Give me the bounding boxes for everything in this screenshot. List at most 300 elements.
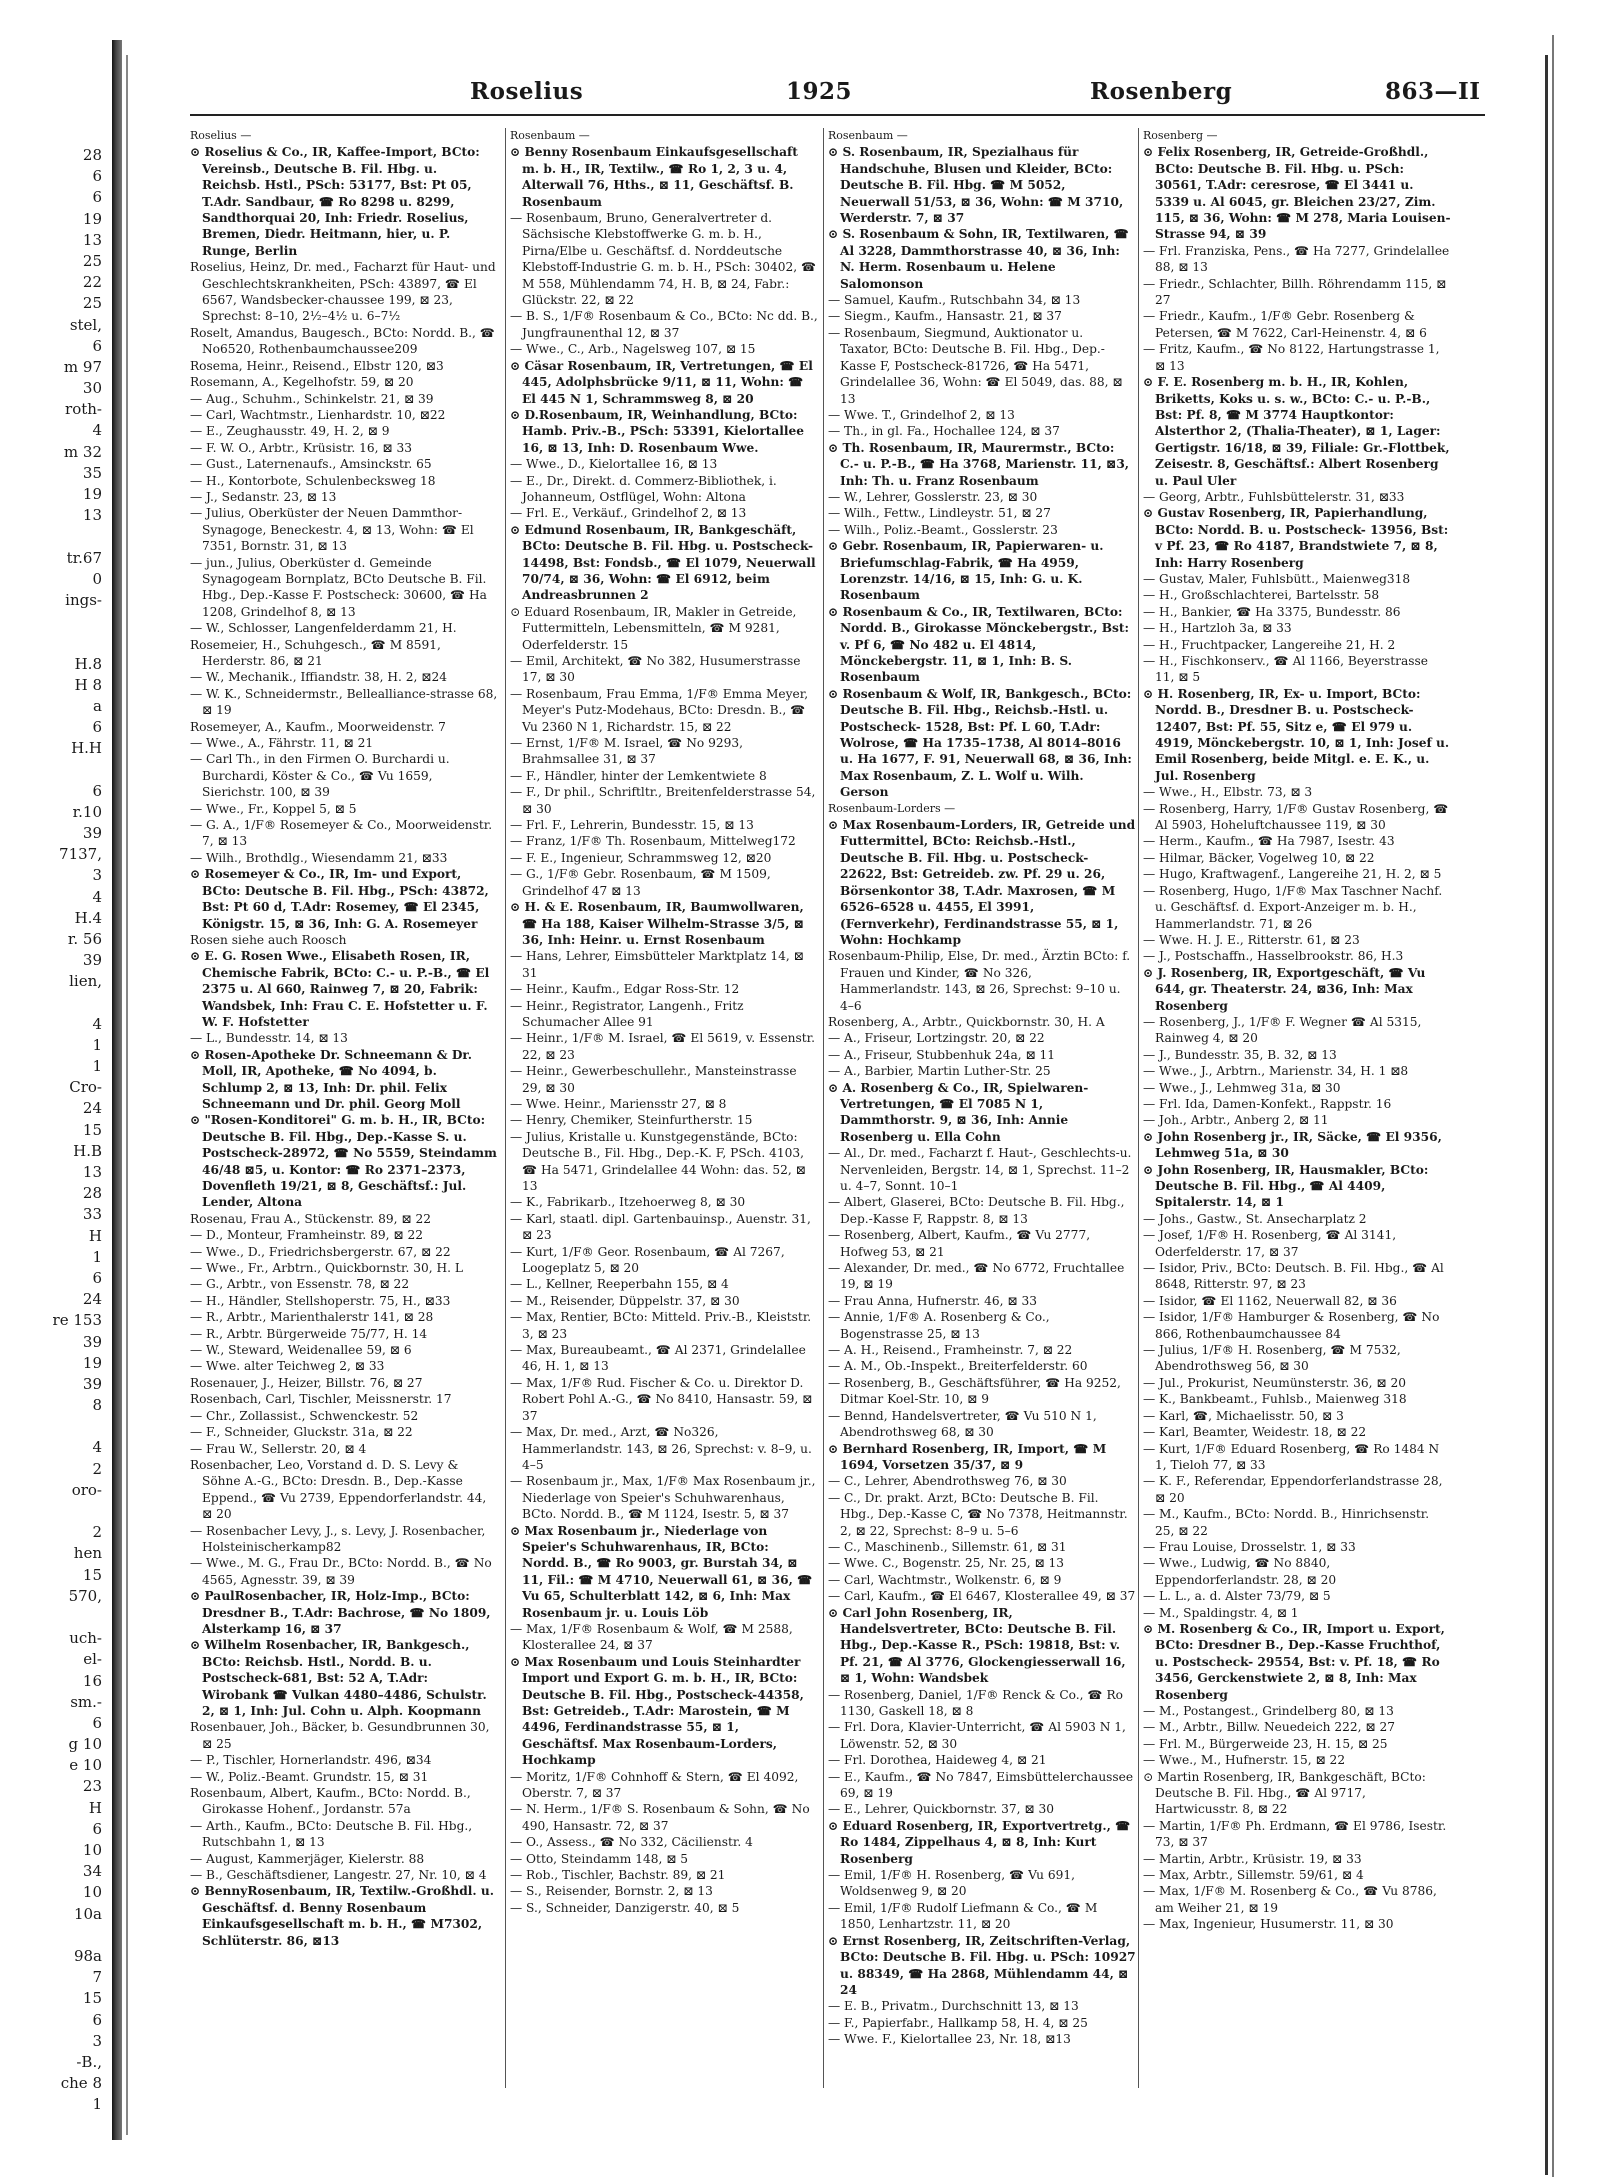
directory-entry: — Max, Bureaubeamt., ☎ Al 2371, Grindelallee 46, H. 1, ⊠ 13 bbox=[510, 1343, 806, 1374]
directory-entry: — Frl. E., Verkäuf., Grindelhof 2, ⊠ 13 bbox=[510, 506, 747, 521]
directory-entry: — Wilh., Brothdlg., Wiesendamm 21, ⊠33 bbox=[190, 850, 448, 865]
directory-entry: — Wwe. H. J. E., Ritterstr. 61, ⊠ 23 bbox=[1143, 932, 1360, 947]
fragment-line: 10 bbox=[82, 1841, 102, 1859]
directory-entry: — K., Fabrikarb., Itzehoerweg 8, ⊠ 30 bbox=[510, 1195, 746, 1210]
fragment-line: 1 bbox=[92, 1057, 102, 1076]
directory-entry: — Th., in gl. Fa., Hochallee 124, ⊠ 37 bbox=[828, 424, 1060, 439]
fragment-line: 7 bbox=[92, 1968, 102, 1987]
fragment-line: 15 bbox=[82, 1989, 102, 2008]
directory-column-4 bbox=[1143, 128, 1451, 2128]
fragment-line: 6 bbox=[92, 1819, 102, 1838]
directory-entry: — Wwe. T., Grindelhof 2, ⊠ 13 bbox=[828, 407, 1015, 422]
directory-entry: ⊙ Max Rosenbaum-Lorders, IR, Getreide und Futtermittel, BCto: Reichsb.-Hstl., Deutsche B. Fil. Hbg. u. Postscheck- 22622, Bst: Getreideb. zw. Pf. 29 u. 26, Börsenkontor 38, T.Adr. Maxrosen, ☎ M 6526–6528 u. 4455, El 3991, (Fernverkehr), Ferdinandstrasse 55, ⊠ 1, Wohn: Hochkamp bbox=[828, 818, 1136, 947]
directory-entry: — Max, Rentier, BCto: Mitteld. Priv.-B., Kleiststr. 3, ⊠ 23 bbox=[510, 1310, 812, 1341]
fragment-line: 22 bbox=[82, 273, 102, 292]
directory-entry: — H., Bankier, ☎ Ha 3375, Bundesstr. 86 bbox=[1143, 604, 1401, 619]
fragment-line: 6 bbox=[92, 781, 102, 800]
fragment-line: 3 bbox=[92, 866, 102, 885]
directory-entry: — Carl, Wachtmstr., Wolkenstr. 6, ⊠ 9 bbox=[828, 1572, 1062, 1587]
directory-entry: — L., Bundesstr. 14, ⊠ 13 bbox=[190, 1031, 348, 1046]
fragment-line: 2 bbox=[92, 1523, 102, 1542]
directory-entry: — Wwe. alter Teichweg 2, ⊠ 33 bbox=[190, 1359, 385, 1374]
directory-entry: — F., Schneider, Gluckstr. 31a, ⊠ 22 bbox=[190, 1425, 413, 1440]
fragment-line: 30 bbox=[82, 379, 102, 398]
directory-entry: — Frl. Franziska, Pens., ☎ Ha 7277, Grindelallee 88, ⊠ 13 bbox=[1143, 243, 1450, 275]
fragment-line: 19 bbox=[82, 209, 102, 228]
fragment-line: r.10 bbox=[72, 802, 102, 821]
directory-entry: — August, Kammerjäger, Kielerstr. 88 bbox=[190, 1851, 425, 1866]
directory-entry: Rosenberg, A., Arbtr., Quickbornstr. 30, H. A bbox=[828, 1014, 1105, 1029]
page-gutter-line bbox=[126, 55, 128, 2135]
directory-entry: Roselius, Heinz, Dr. med., Facharzt für Haut- und Geschlechtskrankheiten, PSch: 43897, ☎ El 6567, Wandsbecker-chaussee 199, ⊠ 23, Sprechst: 8–10, 2½–4½ u. 6–7½ bbox=[190, 260, 496, 324]
directory-entry: ⊙ Wilhelm Rosenbacher, IR, Bankgesch., BCto: Reichsb. Hstl., Nordd. B. u. Postscheck-681, Bst: 52 A, T.Adr: Wirobank ☎ Vulkan 4480–4486, Schulstr. 2, ⊠ 1, Inh: Jul. Cohn u. Alph. Koopmann bbox=[190, 1638, 487, 1718]
directory-entry: — P., Tischler, Hornerlandstr. 496, ⊠34 bbox=[190, 1753, 432, 1768]
fragment-line: m 97 bbox=[63, 357, 102, 376]
fragment-line: a bbox=[93, 696, 102, 715]
directory-entry: — Kurt, 1/F® Geor. Rosenbaum, ☎ Al 7267, Loogeplatz 5, ⊠ 20 bbox=[510, 1244, 785, 1276]
fragment-line: H bbox=[88, 1798, 102, 1817]
directory-entry: — Georg, Arbtr., Fuhlsbüttelerstr. 31, ⊠33 bbox=[1143, 489, 1405, 504]
fragment-line bbox=[0, 759, 106, 780]
fragment-line: H.8 bbox=[74, 654, 102, 673]
directory-entry: — B. S., 1/F® Rosenbaum & Co., BCto: Nc dd. B., Jungfraunenthal 12, ⊠ 37 bbox=[510, 309, 818, 340]
directory-entry: — Wwe. C., Bogenstr. 25, Nr. 25, ⊠ 13 bbox=[828, 1556, 1065, 1571]
directory-entry: — Frl. F., Lehrerin, Bundesstr. 15, ⊠ 13 bbox=[510, 818, 754, 833]
directory-entry: — Wwe., Fr., Koppel 5, ⊠ 5 bbox=[190, 801, 357, 816]
fragment-line: 570, bbox=[68, 1586, 102, 1605]
directory-entry: — Moritz, 1/F® Cohnhoff & Stern, ☎ El 4092, Oberstr. 7, ⊠ 37 bbox=[510, 1769, 799, 1801]
directory-entry: ⊙ Cäsar Rosenbaum, IR, Vertretungen, ☎ El 445, Adolphsbrücke 9/11, ⊠ 11, Wohn: ☎ El 445 N 1, Schrammsweg 8, ⊠ 20 bbox=[510, 358, 813, 406]
column-divider bbox=[1138, 128, 1139, 2088]
directory-entry: Rosenbaum-Philip, Else, Dr. med., Ärztin BCto: f. Frauen und Kinder, ☎ No 326, Hammerlandstr. 143, ⊠ 26, Sprechst: 9–10 u. 4–6 bbox=[828, 949, 1131, 1013]
directory-entry: — Wwe., M. G., Frau Dr., BCto: Nordd. B., ☎ No 4565, Agnesstr. 39, ⊠ 39 bbox=[190, 1556, 492, 1587]
fragment-line: 6 bbox=[92, 2010, 102, 2029]
fragment-line: 25 bbox=[82, 294, 102, 313]
directory-entry: — A. M., Ob.-Inspekt., Breiterfelderstr. 60 bbox=[828, 1359, 1088, 1374]
directory-entry: — Julius, 1/F® H. Rosenberg, ☎ M 7532, Abendrothsweg 56, ⊠ 30 bbox=[1143, 1343, 1401, 1374]
fragment-line: 39 bbox=[82, 951, 102, 970]
directory-entry: — O., Assess., ☎ No 332, Cäcilienstr. 4 bbox=[510, 1835, 753, 1850]
directory-entry: ⊙ John Rosenberg jr., IR, Säcke, ☎ El 9356, Lehmweg 51a, ⊠ 30 bbox=[1143, 1129, 1442, 1161]
directory-entry: — H., Fruchtpacker, Langereihe 21, H. 2 bbox=[1143, 637, 1396, 652]
directory-entry: — W., Mechanik., Iffiandstr. 38, H. 2, ⊠24 bbox=[190, 670, 447, 685]
directory-entry: ⊙ Ernst Rosenberg, IR, Zeitschriften-Verlag, BCto: Deutsche B. Fil. Hbg. u. PSch: 10927 u. 88349, ☎ Ha 2868, Mühlendamm 44, ⊠ 24 bbox=[828, 1933, 1136, 1997]
page-edge-outer bbox=[1552, 35, 1554, 2177]
directory-entry: — Hilmar, Bäcker, Vogelweg 10, ⊠ 22 bbox=[1143, 850, 1375, 865]
directory-entry: — Johs., Gastw., St. Ansecharplatz 2 bbox=[1143, 1211, 1367, 1226]
directory-entry: — Martin, Arbtr., Krüsistr. 19, ⊠ 33 bbox=[1143, 1851, 1362, 1866]
directory-column-1 bbox=[190, 128, 498, 2128]
directory-entry: — A., Friseur, Lortzingstr. 20, ⊠ 22 bbox=[828, 1031, 1045, 1046]
directory-entry: — W. K., Schneidermstr., Bellealliance-strasse 68, ⊠ 19 bbox=[190, 686, 498, 718]
directory-entry: — Josef, 1/F® H. Rosenberg, ☎ Al 3141, Oderfelderstr. 17, ⊠ 37 bbox=[1143, 1228, 1397, 1259]
fragment-line bbox=[0, 1416, 106, 1437]
directory-entry: — Rosenbacher Levy, J., s. Levy, J. Rosenbacher, Holsteinischerkamp82 bbox=[190, 1523, 486, 1554]
directory-entry: ⊙ Rosemeyer & Co., IR, Im- und Export, BCto: Deutsche B. Fil. Hbg., PSch: 43872, Bst: Pt 60 d, T.Adr: Rosemey, ☎ El 2345, Königstr. 15, ⊠ 36, Inh: G. A. Rosemeyer bbox=[190, 867, 489, 931]
directory-entry: — M., Postangest., Grindelberg 80, ⊠ 13 bbox=[1143, 1704, 1394, 1718]
fragment-line: re 153 bbox=[52, 1311, 102, 1330]
fragment-line: 16 bbox=[82, 1671, 102, 1690]
directory-entry: ⊙ Rosenbaum & Co., IR, Textilwaren, BCto: Nordd. B., Girokasse Mönckebergstr., Bst: v. Pf 6, ☎ No 482 u. El 4814, Mönckebergstr. 11, ⊠ 1, Inh: B. S. Rosenbaum bbox=[828, 604, 1130, 685]
fragment-line: m 32 bbox=[63, 442, 102, 461]
directory-entry: ⊙ H. & E. Rosenbaum, IR, Baumwollwaren, ☎ Ha 188, Kaiser Wilhelm-Strasse 3/5, ⊠ 36, Inh: Heinr. u. Ernst Rosenbaum bbox=[510, 900, 804, 947]
directory-entry: ⊙ F. E. Rosenberg m. b. H., IR, Kohlen, Briketts, Koks u. s. w., BCto: C.- u. P.-B., Bst: Pf. 8, ☎ M 3774 Hauptkontor: Alsterthor 2, (Thalia-Theater), ⊠ 1, Lager: Gertigstr. 16/18, ⊠ 39, Filiale: Gr.-Flottbek, Zeisestr. 8, Geschäftsf.: Albert Rosenberg u. Paul Uler bbox=[1143, 375, 1450, 488]
fragment-line: 3 bbox=[92, 2031, 102, 2050]
directory-entry: — Wwe. Heinr., Mariensstr 27, ⊠ 8 bbox=[510, 1096, 727, 1111]
directory-entry: — Karl, Beamter, Weidestr. 18, ⊠ 22 bbox=[1143, 1425, 1367, 1440]
fragment-line bbox=[0, 526, 106, 547]
directory-entry: — G., Arbtr., von Essenstr. 78, ⊠ 22 bbox=[190, 1277, 410, 1292]
fragment-line: 6 bbox=[92, 188, 102, 207]
directory-entry: — Max, 1/F® Rud. Fischer & Co. u. Direktor D. Robert Pohl A.-G., ☎ No 8410, Hansastr. 59, ⊠ 37 bbox=[510, 1375, 813, 1423]
fragment-line bbox=[0, 1501, 106, 1522]
fragment-line bbox=[0, 1925, 106, 1946]
directory-entry: — Wwe. F., Kielortallee 23, Nr. 18, ⊠13 bbox=[828, 2032, 1071, 2047]
directory-entry: ⊙ BennyRosenbaum, IR, Textilw.-Großhdl. u. Geschäftsf. d. Benny Rosenbaum Einkaufsgesellschaft m. b. H., ☎ M7302, Schlüterstr. 86, ⊠13 bbox=[190, 1884, 494, 1948]
directory-entry: — Heinr., Registrator, Langenh., Fritz Schumacher Allee 91 bbox=[510, 998, 744, 1029]
fragment-line: 8 bbox=[92, 1396, 102, 1415]
directory-entry: — H., Hartzloh 3a, ⊠ 33 bbox=[1143, 621, 1292, 636]
fragment-line: Cro- bbox=[69, 1078, 102, 1097]
fragment-line: H.B bbox=[73, 1141, 102, 1160]
directory-entry: — E., Dr., Direkt. d. Commerz-Bibliothek, i. Johanneum, Ostflügel, Wohn: Altona bbox=[510, 473, 777, 504]
directory-entry: ⊙ Benny Rosenbaum Einkaufsgesellschaft m. b. H., IR, Textilw., ☎ Ro 1, 2, 3 u. 4, Alterwall 76, Hths., ⊠ 11, Geschäftsf. B. Rosenbaum bbox=[510, 145, 798, 209]
fragment-line: 33 bbox=[82, 1205, 102, 1224]
fragment-line: 4 bbox=[92, 1014, 102, 1033]
fragment-line: 24 bbox=[82, 1099, 102, 1118]
directory-entry: — D., Monteur, Framheinstr. 89, ⊠ 22 bbox=[190, 1228, 424, 1243]
fragment-line: 19 bbox=[82, 1353, 102, 1372]
directory-entry: — jun., Julius, Oberküster d. Gemeinde Synagogeam Bornplatz, BCto Deutsche B. Fil. Hbg., Dep.-Kasse F. Postscheck: 30600, ☎ Ha 1208, Grindelhof 8, ⊠ 13 bbox=[190, 555, 487, 619]
directory-entry: — Gustav, Maler, Fuhlsbütt., Maienweg318 bbox=[1143, 571, 1411, 586]
fragment-line: 1 bbox=[92, 2095, 102, 2114]
directory-entry: — Arth., Kaufm., BCto: Deutsche B. Fil. Hbg., Rutschbahn 1, ⊠ 13 bbox=[190, 1818, 473, 1850]
fragment-line: 2 bbox=[92, 1459, 102, 1478]
directory-entry: — J., Sedanstr. 23, ⊠ 13 bbox=[190, 489, 337, 504]
directory-entry: — Max, 1/F® M. Rosenberg & Co., ☎ Vu 8786, am Weiher 21, ⊠ 19 bbox=[1143, 1884, 1437, 1915]
directory-entry: — Wwe., A., Fährstr. 11, ⊠ 21 bbox=[190, 736, 374, 751]
fragment-line: 13 bbox=[82, 506, 102, 525]
column-divider bbox=[505, 128, 506, 2088]
fragment-line: ings- bbox=[65, 590, 102, 609]
directory-entry: — L., Kellner, Reeperbahn 155, ⊠ 4 bbox=[510, 1277, 729, 1292]
directory-entry: — Frl. M., Bürgerweide 23, H. 15, ⊠ 25 bbox=[1143, 1736, 1388, 1751]
fragment-line: el- bbox=[83, 1650, 102, 1669]
directory-entry: — H., Kontorbote, Schulenbecksweg 18 bbox=[190, 473, 436, 488]
directory-entry: — W., Schlosser, Langenfelderdamm 21, H. bbox=[190, 621, 457, 636]
directory-entry: — Siegm., Kaufm., Hansastr. 21, ⊠ 37 bbox=[828, 309, 1062, 324]
directory-entry: ⊙ Gebr. Rosenbaum, IR, Papierwaren- u. Briefumschlag-Fabrik, ☎ Ha 4959, Lorenzstr. 14/16, ⊠ 15, Inh: G. u. K. Rosenbaum bbox=[828, 539, 1104, 603]
directory-entry: — Wwe., D., Kielortallee 16, ⊠ 13 bbox=[510, 457, 718, 472]
directory-entry: — H., Händler, Stellshoperstr. 75, H., ⊠33 bbox=[190, 1293, 451, 1308]
fragment-line: H bbox=[88, 1226, 102, 1245]
directory-entry: — S., Reisender, Bornstr. 2, ⊠ 13 bbox=[510, 1884, 713, 1899]
header-left-keyword: Roselius bbox=[470, 78, 584, 105]
directory-entry: — F., Händler, hinter der Lemkentwiete 8 bbox=[510, 768, 767, 783]
fragment-line: 15 bbox=[82, 1120, 102, 1139]
directory-entry: — W., Lehrer, Gosslerstr. 23, ⊠ 30 bbox=[828, 489, 1038, 504]
fragment-line: 13 bbox=[82, 230, 102, 249]
directory-entry: — K. F., Referendar, Eppendorferlandstrasse 28, ⊠ 20 bbox=[1143, 1474, 1443, 1505]
directory-entry: — Julius, Kristalle u. Kunstgegenstände, BCto: Deutsche B., Fil. Hbg., Dep.-K. F, PSch. 4103, ☎ Ha 5471, Grindelallee 44 Wohn: das. 52, ⊠ 13 bbox=[510, 1129, 806, 1193]
directory-entry: — Frau W., Sellerstr. 20, ⊠ 4 bbox=[190, 1441, 367, 1456]
fragment-line: 6 bbox=[92, 167, 102, 186]
directory-entry: — Al., Dr. med., Facharzt f. Haut-, Geschlechts-u. Nervenleiden, Bergstr. 14, ⊠ 1, Sprechst. 11–2 u. 4–7, Sonnt. 10–1 bbox=[828, 1146, 1132, 1193]
directory-entry: ⊙ Th. Rosenbaum, IR, Maurermstr., BCto: C.- u. P.-B., ☎ Ha 3768, Marienstr. 11, ⊠3, Inh: Th. u. Franz Rosenbaum bbox=[828, 440, 1130, 488]
directory-entry: Rosemeyer, A., Kaufm., Moorweidenstr. 7 bbox=[190, 719, 446, 734]
directory-entry: — Herm., Kaufm., ☎ Ha 7987, Isestr. 43 bbox=[1143, 834, 1395, 849]
directory-entry: — J., Postschaffn., Hasselbrookstr. 86, H.3 bbox=[1143, 949, 1404, 964]
directory-entry: — C., Maschinenb., Sillemstr. 61, ⊠ 31 bbox=[828, 1539, 1067, 1554]
directory-entry: — Wwe., J., Lehmweg 31a, ⊠ 30 bbox=[1143, 1080, 1341, 1095]
header-rule bbox=[190, 114, 1485, 116]
directory-entry: ⊙ John Rosenberg, IR, Hausmakler, BCto: Deutsche B. Fil. Hbg., ☎ Al 4409, Spitalerstr. 14, ⊠ 1 bbox=[1143, 1162, 1429, 1210]
directory-entry: — Emil, 1/F® Rudolf Liefmann & Co., ☎ M 1850, Lenhartzstr. 11, ⊠ 20 bbox=[828, 1900, 1098, 1932]
fragment-line: roth- bbox=[65, 400, 102, 419]
fragment-line: 25 bbox=[82, 251, 102, 270]
page-number: 863—II bbox=[1385, 78, 1481, 105]
directory-entry: ⊙ "Rosen-Konditorei" G. m. b. H., IR, BCto: Deutsche B. Fil. Hbg., Dep.-Kasse S. u. Postscheck-28972, ☎ No 5559, Steindamm 46/48 ⊠5, u. Kontor: ☎ Ro 2371–2373, Dovenfleth 19/21, ⊠ 8, Geschäftsf.: Jul. Lender, Altona bbox=[190, 1113, 497, 1210]
fragment-line: 39 bbox=[82, 1374, 102, 1393]
directory-entry: — Heinr., Kaufm., Edgar Ross-Str. 12 bbox=[510, 982, 740, 997]
directory-entry: — Rosenberg, J., 1/F® F. Wegner ☎ Al 5315, Rainweg 4, ⊠ 20 bbox=[1143, 1014, 1422, 1046]
directory-entry: — Frl. Ida, Damen-Konfekt., Rappstr. 16 bbox=[1143, 1096, 1392, 1111]
fragment-line: r. 56 bbox=[67, 929, 102, 948]
directory-entry: — M., Spaldingstr. 4, ⊠ 1 bbox=[1143, 1605, 1299, 1620]
directory-entry: — Rob., Tischler, Bachstr. 89, ⊠ 21 bbox=[510, 1868, 726, 1883]
directory-entry: — Wwe., C., Arb., Nagelsweg 107, ⊠ 15 bbox=[510, 342, 756, 357]
running-head: Rosenberg — bbox=[1143, 129, 1218, 142]
fragment-line: 35 bbox=[82, 463, 102, 482]
fragment-line: H.4 bbox=[74, 908, 102, 927]
fragment-line: e 10 bbox=[69, 1756, 102, 1775]
directory-entry: — Samuel, Kaufm., Rutschbahn 34, ⊠ 13 bbox=[828, 293, 1081, 308]
fragment-line: hen bbox=[73, 1544, 102, 1563]
directory-entry: — F., Papierfabr., Hallkamp 58, H. 4, ⊠ 25 bbox=[828, 2015, 1088, 2030]
directory-entry: — Fritz, Kaufm., ☎ No 8122, Hartungstrasse 1, ⊠ 13 bbox=[1143, 342, 1440, 373]
directory-entry: — Hans, Lehrer, Eimsbütteler Marktplatz 14, ⊠ 31 bbox=[510, 949, 804, 980]
directory-entry: — Max, Ingenieur, Husumerstr. 11, ⊠ 30 bbox=[1143, 1917, 1394, 1932]
page-edge bbox=[1545, 55, 1548, 2175]
directory-entry: — M., Arbtr., Billw. Neuedeich 222, ⊠ 27 bbox=[1143, 1720, 1395, 1735]
directory-entry: — Martin, 1/F® Ph. Erdmann, ☎ El 9786, Isestr. 73, ⊠ 37 bbox=[1143, 1818, 1447, 1850]
directory-entry: — K., Bankbeamt., Fuhlsb., Maienweg 318 bbox=[1143, 1392, 1407, 1407]
directory-entry: — Ernst, 1/F® M. Israel, ☎ No 9293, Brahmsallee 31, ⊠ 37 bbox=[510, 736, 743, 767]
directory-entry: — Rosenbaum, Siegmund, Auktionator u. Taxator, BCto: Deutsche B. Fil. Hbg., Dep.-Kasse F, Postscheck-81726, ☎ Ha 5471, Grindelallee 36, Wohn: ☎ El 5049, das. 88, ⊠ 13 bbox=[828, 325, 1123, 406]
directory-entry: — Wwe., Ludwig, ☎ No 8840, Eppendorferlandstr. 28, ⊠ 20 bbox=[1143, 1556, 1337, 1587]
directory-entry: — Heinr., 1/F® M. Israel, ☎ El 5619, v. Essenstr. 22, ⊠ 23 bbox=[510, 1031, 816, 1062]
fragment-line: H 8 bbox=[74, 675, 102, 694]
fragment-line: 7137, bbox=[59, 845, 102, 864]
running-head: Roselius — bbox=[190, 129, 252, 142]
directory-entry: — M., Kaufm., BCto: Nordd. B., Hinrichsenstr. 25, ⊠ 22 bbox=[1143, 1507, 1430, 1538]
fragment-line: 10a bbox=[73, 1904, 102, 1923]
running-head: Rosenbaum — bbox=[828, 129, 908, 142]
directory-entry: ⊙ E. G. Rosen Wwe., Elisabeth Rosen, IR, Chemische Fabrik, BCto: C.- u. P.-B., ☎ El 2375 u. Al 660, Rainweg 7, ⊠ 20, Fabrik: Wandsbek, Inh: Frau C. E. Hofstetter u. F. W. F. Hofstetter bbox=[190, 949, 490, 1029]
fragment-line: g 10 bbox=[68, 1735, 102, 1754]
directory-entry: — Carl Th., in den Firmen O. Burchardi u. Burchardi, Köster & Co., ☎ Vu 1659, Sierichstr. 100, ⊠ 39 bbox=[190, 752, 450, 800]
directory-entry: — A., Barbier, Martin Luther-Str. 25 bbox=[828, 1064, 1051, 1079]
directory-entry: ⊙ Eduard Rosenbaum, IR, Makler in Getreide, Futtermitteln, Lebensmitteln, ☎ M 9281, Oderfelderstr. 15 bbox=[510, 604, 797, 652]
directory-entry: — N. Herm., 1/F® S. Rosenbaum & Sohn, ☎ No 490, Hansastr. 72, ⊠ 37 bbox=[510, 1802, 810, 1833]
directory-entry: ⊙ Max Rosenbaum und Louis Steinhardter Import und Export G. m. b. H., IR, BCto: Deutsche B. Fil. Hbg., Postscheck-44358, Bst: Getreideb., T.Adr: Marostein, ☎ M 4496, Ferdinandstrasse 55, ⊠ 1, Geschäftsf. Max Rosenbaum-Lorders, Hochkamp bbox=[510, 1654, 804, 1768]
directory-entry: — Friedr., Schlachter, Billh. Röhrendamm 115, ⊠ 27 bbox=[1143, 276, 1447, 308]
directory-entry: — A., Friseur, Stubbenhuk 24a, ⊠ 11 bbox=[828, 1047, 1056, 1062]
directory-entry: Rosenbaum, Albert, Kaufm., BCto: Nordd. B., Girokasse Hohenf., Jordanstr. 57a bbox=[190, 1786, 471, 1817]
directory-entry: — Isidor, Priv., BCto: Deutsch. B. Fil. Hbg., ☎ Al 8648, Ritterstr. 97, ⊠ 23 bbox=[1143, 1261, 1444, 1292]
directory-entry: ⊙ Rosenbaum & Wolf, IR, Bankgesch., BCto: Deutsche B. Fil. Hbg., Reichsb.-Hstl. u. Postscheck- 1528, Bst: Pf. L 60, T.Adr: Wolrose, ☎ Ha 1735–1738, Al 8014–8016 u. Ha 1677, F. 91, Neuerwall 68, ⊠ 36, Inh: Max Rosenbaum, Z. L. Wolf u. Wilh. Gerson bbox=[828, 686, 1132, 800]
directory-entry: ⊙ PaulRosenbacher, IR, Holz-Imp., BCto: Dresdner B., T.Adr: Bachrose, ☎ No 1809, Alsterkamp 16, ⊠ 37 bbox=[190, 1589, 491, 1636]
directory-entry: — Frl. Dorothea, Haideweg 4, ⊠ 21 bbox=[828, 1753, 1047, 1768]
fragment-line: 4 bbox=[92, 1438, 102, 1457]
directory-entry: ⊙ Felix Rosenberg, IR, Getreide-Großhdl., BCto: Deutsche B. Fil. Hbg. u. PSch: 30561, T.Adr: ceresrose, ☎ El 3441 u. 5339 u. Al 6045, gr. Bleichen 23/27, Zim. 115, ⊠ 36, Wohn: ☎ M 278, Maria Louisen-Strasse 94, ⊠ 39 bbox=[1143, 145, 1451, 242]
fragment-line: 4 bbox=[92, 887, 102, 906]
directory-entry: Rosen siehe auch Roosch bbox=[190, 932, 347, 947]
directory-entry: — Rosenbaum, Frau Emma, 1/F® Emma Meyer, Meyer's Putz-Modehaus, BCto: Dresdn. B., ☎ Vu 2360 N 1, Richardstr. 15, ⊠ 22 bbox=[510, 686, 809, 734]
fragment-line: 6 bbox=[92, 1713, 102, 1732]
fragment-line: oro- bbox=[71, 1480, 102, 1499]
fragment-line: 15 bbox=[82, 1565, 102, 1584]
directory-entry: — H., Fischkonserv., ☎ Al 1166, Beyerstrasse 11, ⊠ 5 bbox=[1143, 654, 1428, 685]
fragment-line: 28 bbox=[82, 1184, 102, 1203]
directory-entry: — Carl, Kaufm., ☎ El 6467, Klosterallee 49, ⊠ 37 bbox=[828, 1589, 1136, 1604]
fragment-line: che 8 bbox=[60, 2074, 102, 2093]
directory-entry: — L. L., a. d. Alster 73/79, ⊠ 5 bbox=[1143, 1589, 1331, 1604]
fragment-line: H.H bbox=[71, 739, 102, 758]
fragment-line: 34 bbox=[82, 1862, 102, 1881]
previous-page-column-fragment bbox=[0, 145, 106, 2114]
directory-entry: — F. E., Ingenieur, Schrammsweg 12, ⊠20 bbox=[510, 850, 772, 865]
directory-entry: — Frau Louise, Drosselstr. 1, ⊠ 33 bbox=[1143, 1539, 1356, 1554]
fragment-line: 28 bbox=[82, 146, 102, 164]
directory-entry: ⊙ Martin Rosenberg, IR, Bankgeschäft, BCto: Deutsche B. Fil. Hbg., ☎ Al 9717, Hartwicusstr. 8, ⊠ 22 bbox=[1143, 1769, 1426, 1817]
directory-entry: — Franz, 1/F® Th. Rosenbaum, Mittelweg172 bbox=[510, 834, 796, 849]
directory-entry: — Julius, Oberküster der Neuen Dammthor-Synagoge, Beneckestr. 4, ⊠ 13, Wohn: ☎ El 7351, Bornstr. 31, ⊠ 13 bbox=[190, 506, 474, 554]
directory-entry: — Karl, staatl. dipl. Gartenbauinsp., Auenstr. 31, ⊠ 23 bbox=[510, 1211, 811, 1243]
fragment-line: 1 bbox=[92, 1035, 102, 1054]
directory-entry: — Wilh., Poliz.-Beamt., Gosslerstr. 23 bbox=[828, 522, 1058, 537]
directory-entry: ⊙ M. Rosenberg & Co., IR, Import u. Export, BCto: Dresdner B., Dep.-Kasse Fruchthof, u. Postscheck- 29554, Bst: v. Pf. 18, ☎ Ro 3456, Gerckenstwiete 2, ⊠ 8, Inh: Max Rosenberg bbox=[1143, 1621, 1445, 1702]
running-head: Rosenbaum-Lorders — bbox=[828, 801, 956, 815]
directory-column-2 bbox=[510, 128, 818, 2128]
directory-entry: Rosenauer, J., Heizer, Billstr. 76, ⊠ 27 bbox=[190, 1375, 423, 1390]
directory-entry: ⊙ Bernhard Rosenberg, IR, Import, ☎ M 1694, Vorsetzen 35/37, ⊠ 9 bbox=[828, 1441, 1107, 1472]
directory-entry: — Gust., Laternenaufs., Amsinckstr. 65 bbox=[190, 457, 432, 472]
directory-entry: — H., Großschlachterei, Bartelsstr. 58 bbox=[1143, 588, 1380, 603]
directory-entry: — S., Schneider, Danzigerstr. 40, ⊠ 5 bbox=[510, 1900, 740, 1915]
fragment-line bbox=[0, 1607, 106, 1628]
directory-entry: — Albert, Glaserei, BCto: Deutsche B. Fil. Hbg., Dep.-Kasse F, Rappstr. 8, ⊠ 13 bbox=[828, 1195, 1125, 1226]
directory-entry: ⊙ A. Rosenberg & Co., IR, Spielwaren-Vertretungen, ☎ El 7085 N 1, Dammthorstr. 9, ⊠ 36, Inh: Annie Rosenberg u. Ella Cohn bbox=[828, 1080, 1089, 1144]
directory-entry: — Max, Arbtr., Sillemstr. 59/61, ⊠ 4 bbox=[1143, 1868, 1364, 1883]
directory-entry: — B., Geschäftsdiener, Langestr. 27, Nr. 10, ⊠ 4 bbox=[190, 1868, 487, 1883]
fragment-line: 6 bbox=[92, 718, 102, 737]
directory-entry: ⊙ Edmund Rosenbaum, IR, Bankgeschäft, BCto: Deutsche B. Fil. Hbg. u. Postscheck-14498, Bst: Fondsb., ☎ El 1079, Neuerwall 70/74, ⊠ 36, Wohn: ☎ El 6912, beim Andreasbrunnen 2 bbox=[510, 522, 816, 603]
directory-entry: — Rosenberg, B., Geschäftsführer, ☎ Ha 9252, Ditmar Koel-Str. 10, ⊠ 9 bbox=[828, 1375, 1121, 1407]
fragment-line: 24 bbox=[82, 1290, 102, 1309]
directory-entry: — Rosenberg, Hugo, 1/F® Max Taschner Nachf. u. Geschäftsf. d. Export-Anzeiger m. b. H., Hammerlandstr. 71, ⊠ 26 bbox=[1143, 883, 1443, 931]
directory-entry: — Joh., Arbtr., Anberg 2, ⊠ 11 bbox=[1143, 1113, 1329, 1128]
directory-entry: — C., Lehrer, Abendrothsweg 76, ⊠ 30 bbox=[828, 1474, 1067, 1489]
directory-entry: ⊙ D.Rosenbaum, IR, Weinhandlung, BCto: Hamb. Priv.-B., PSch: 53391, Kielortallee 16, ⊠ 13, Inh: D. Rosenbaum Wwe. bbox=[510, 407, 805, 455]
directory-entry: ⊙ S. Rosenbaum, IR, Spezialhaus für Handschuhe, Blusen und Kleider, BCto: Deutsche B. Fil. Hbg. ☎ M 5052, Neuerwall 51/53, ⊠ 36, Wohn: ☎ M 3710, Werderstr. 7, ⊠ 37 bbox=[828, 145, 1124, 226]
fragment-line bbox=[0, 611, 106, 632]
fragment-line: 1 bbox=[92, 1247, 102, 1266]
directory-entry: — Rosenbaum jr., Max, 1/F® Max Rosenbaum jr., Niederlage von Speier's Schuhwarenhaus, BCto. Nordd. B., ☎ M 1124, Isestr. 5, ⊠ 37 bbox=[510, 1474, 816, 1522]
directory-entry: — Frau Anna, Hufnerstr. 46, ⊠ 33 bbox=[828, 1293, 1037, 1308]
directory-entry: — E., Zeughausstr. 49, H. 2, ⊠ 9 bbox=[190, 424, 390, 439]
directory-entry: Rosemann, A., Kegelhofstr. 59, ⊠ 20 bbox=[190, 375, 414, 390]
directory-entry: — Otto, Steindamm 148, ⊠ 5 bbox=[510, 1851, 689, 1866]
directory-entry: — Isidor, ☎ El 1162, Neuerwall 82, ⊠ 36 bbox=[1143, 1293, 1397, 1308]
header-right-keyword: Rosenberg bbox=[1090, 78, 1233, 105]
directory-entry: — Isidor, 1/F® Hamburger & Rosenberg, ☎ No 866, Rothenbaumchaussee 84 bbox=[1143, 1310, 1440, 1341]
directory-entry: — Rosenberg, Daniel, 1/F® Renck & Co., ☎ Ro 1130, Gaskell 18, ⊠ 8 bbox=[828, 1687, 1123, 1718]
directory-entry: — Aug., Schuhm., Schinkelstr. 21, ⊠ 39 bbox=[190, 391, 434, 406]
running-head: Rosenbaum — bbox=[510, 129, 590, 142]
directory-entry: — Emil, 1/F® H. Rosenberg, ☎ Vu 691, Woldsenweg 9, ⊠ 20 bbox=[828, 1868, 1075, 1899]
fragment-line: sm.- bbox=[70, 1692, 102, 1711]
directory-entry: ⊙ J. Rosenberg, IR, Exportgeschäft, ☎ Vu 644, gr. Theaterstr. 24, ⊠36, Inh: Max Rosenberg bbox=[1143, 965, 1426, 1013]
directory-column-3 bbox=[828, 128, 1136, 2128]
directory-entry: — Annie, 1/F® A. Rosenberg & Co., Bogenstrasse 25, ⊠ 13 bbox=[828, 1310, 1050, 1341]
directory-entry: — F. W. O., Arbtr., Krüsistr. 16, ⊠ 33 bbox=[190, 440, 413, 455]
directory-entry: — Karl, ☎, Michaelisstr. 50, ⊠ 3 bbox=[1143, 1408, 1344, 1423]
directory-entry: — Rosenbaum, Bruno, Generalvertreter d. Sächsische Klebstoffwerke G. m. b. H., Pirna/Elbe u. Geschäftsf. d. Norddeutsche Klebstoff-Industrie G. m. b. H., PSch: 30402, ☎ M 558, Mühlendamm 74, H. B, ⊠ 24, Fabr.: Glückstr. 22, ⊠ 22 bbox=[510, 211, 817, 308]
directory-entry: — Friedr., Kaufm., 1/F® Gebr. Rosenberg & Petersen, ☎ M 7622, Carl-Heinenstr. 4, ⊠ 6 bbox=[1143, 309, 1427, 340]
directory-entry: ⊙ Roselius & Co., IR, Kaffee-Import, BCto: Vereinsb., Deutsche B. Fil. Hbg. u. Reichsb. Hstl., PSch: 53177, Bst: Pt 05, T.Adr. Sandbaur, ☎ Ro 8298 u. 8299, Sandthorquai 20, Inh: Friedr. Roselius, Bremen, Diedr. Heitmann, hier, u. P. Runge, Berlin bbox=[190, 145, 480, 258]
directory-entry: — Wwe., Fr., Arbtrn., Quickbornstr. 30, H. L bbox=[190, 1261, 463, 1276]
directory-entry: — R., Arbtr., Marienthalerstr 141, ⊠ 28 bbox=[190, 1310, 434, 1325]
directory-entry: — Chr., Zollassist., Schwenckestr. 52 bbox=[190, 1408, 419, 1423]
directory-entry: — R., Arbtr. Bürgerweide 75/77, H. 14 bbox=[190, 1326, 428, 1341]
header-year: 1925 bbox=[786, 78, 853, 105]
fragment-line: 6 bbox=[92, 336, 102, 355]
directory-entry: — W., Poliz.-Beamt. Grundstr. 15, ⊠ 31 bbox=[190, 1769, 429, 1784]
directory-entry: — Wwe., D., Friedrichsbergerstr. 67, ⊠ 22 bbox=[190, 1244, 451, 1259]
directory-entry: — E., Lehrer, Quickbornstr. 37, ⊠ 30 bbox=[828, 1802, 1055, 1817]
directory-entry: ⊙ Gustav Rosenberg, IR, Papierhandlung, BCto: Nordd. B. u. Postscheck- 13956, Bst: v Pf. 23, ☎ Ro 4187, Brandstwiete 7, ⊠ 8, Inh: Harry Rosenberg bbox=[1143, 506, 1449, 570]
directory-entry: — E., Kaufm., ☎ No 7847, Eimsbüttelerchaussee 69, ⊠ 19 bbox=[828, 1769, 1134, 1801]
fragment-line: 39 bbox=[82, 824, 102, 842]
directory-entry: — Emil, Architekt, ☎ No 382, Husumerstrasse 17, ⊠ 30 bbox=[510, 654, 801, 685]
directory-entry: — C., Dr. prakt. Arzt, BCto: Deutsche B. Fil. Hbg., Dep.-Kasse C, ☎ No 7378, Heitmannstr. 2, ⊠ 22, Sprechst: 8–9 u. 5–6 bbox=[828, 1490, 1128, 1538]
fragment-line bbox=[0, 993, 106, 1014]
directory-entry: — Kurt, 1/F® Eduard Rosenberg, ☎ Ro 1484 N 1, Tieloh 77, ⊠ 33 bbox=[1143, 1441, 1440, 1472]
directory-entry: ⊙ Rosen-Apotheke Dr. Schneemann & Dr. Moll, IR, Apotheke, ☎ No 4094, b. Schlump 2, ⊠ 13, Inh: Dr. phil. Felix Schneemann und Dr. phil. Georg Moll bbox=[190, 1047, 472, 1111]
directory-entry: — Wilh., Fettw., Lindleystr. 51, ⊠ 27 bbox=[828, 506, 1051, 521]
directory-entry: — Henry, Chemiker, Steinfurtherstr. 15 bbox=[510, 1113, 753, 1128]
directory-entry: — Frl. Dora, Klavier-Unterricht, ☎ Al 5903 N 1, Löwenstr. 52, ⊠ 30 bbox=[828, 1720, 1126, 1751]
fragment-line: 6 bbox=[92, 1268, 102, 1287]
directory-entry: — Hugo, Kraftwagenf., Langereihe 21, H. 2, ⊠ 5 bbox=[1143, 867, 1442, 882]
directory-entry: Rosemeier, H., Schuhgesch., ☎ M 8591, Herderstr. 86, ⊠ 21 bbox=[190, 637, 441, 668]
directory-entry: Rosema, Heinr., Reisend., Elbstr 120, ⊠3 bbox=[190, 358, 444, 373]
directory-entry: — W., Steward, Weidenallee 59, ⊠ 6 bbox=[190, 1343, 412, 1358]
directory-entry: — F., Dr phil., Schriftltr., Breitenfelderstrasse 54, ⊠ 30 bbox=[510, 785, 816, 816]
fragment-line: 39 bbox=[82, 1332, 102, 1351]
directory-entry: — Heinr., Gewerbeschullehr., Mansteinstrasse 29, ⊠ 30 bbox=[510, 1064, 797, 1095]
fragment-line: 0 bbox=[92, 569, 102, 588]
directory-entry: — Max, Dr. med., Arzt, ☎ No326, Hammerlandstr. 143, ⊠ 26, Sprechst: v. 8–9, u. 4–5 bbox=[510, 1425, 812, 1472]
fragment-line: tr.67 bbox=[66, 548, 102, 567]
directory-entry: ⊙ Max Rosenbaum jr., Niederlage von Speier's Schuhwarenhaus, IR, BCto: Nordd. B., ☎ Ro 9003, gr. Burstah 34, ⊠ 11, Fil.: ☎ M 4710, Neuerwall 61, ⊠ 36, ☎ Vu 65, Schulterblatt 142, ⊠ 6, Inh: Max Rosenbaum jr. u. Louis Löb bbox=[510, 1523, 813, 1620]
directory-entry: Roselt, Amandus, Baugesch., BCto: Nordd. B., ☎ No6520, Rothenbaumchaussee209 bbox=[190, 325, 495, 357]
directory-entry: — G. A., 1/F® Rosemeyer & Co., Moorweidenstr. 7, ⊠ 13 bbox=[190, 818, 493, 849]
fragment-line: stel, bbox=[69, 315, 102, 334]
directory-entry: ⊙ S. Rosenbaum & Sohn, IR, Textilwaren, ☎ Al 3228, Dammthorstrasse 40, ⊠ 36, Inh: N. Herm. Rosenbaum u. Helene Salomonson bbox=[828, 227, 1129, 291]
fragment-line: 23 bbox=[82, 1777, 102, 1796]
